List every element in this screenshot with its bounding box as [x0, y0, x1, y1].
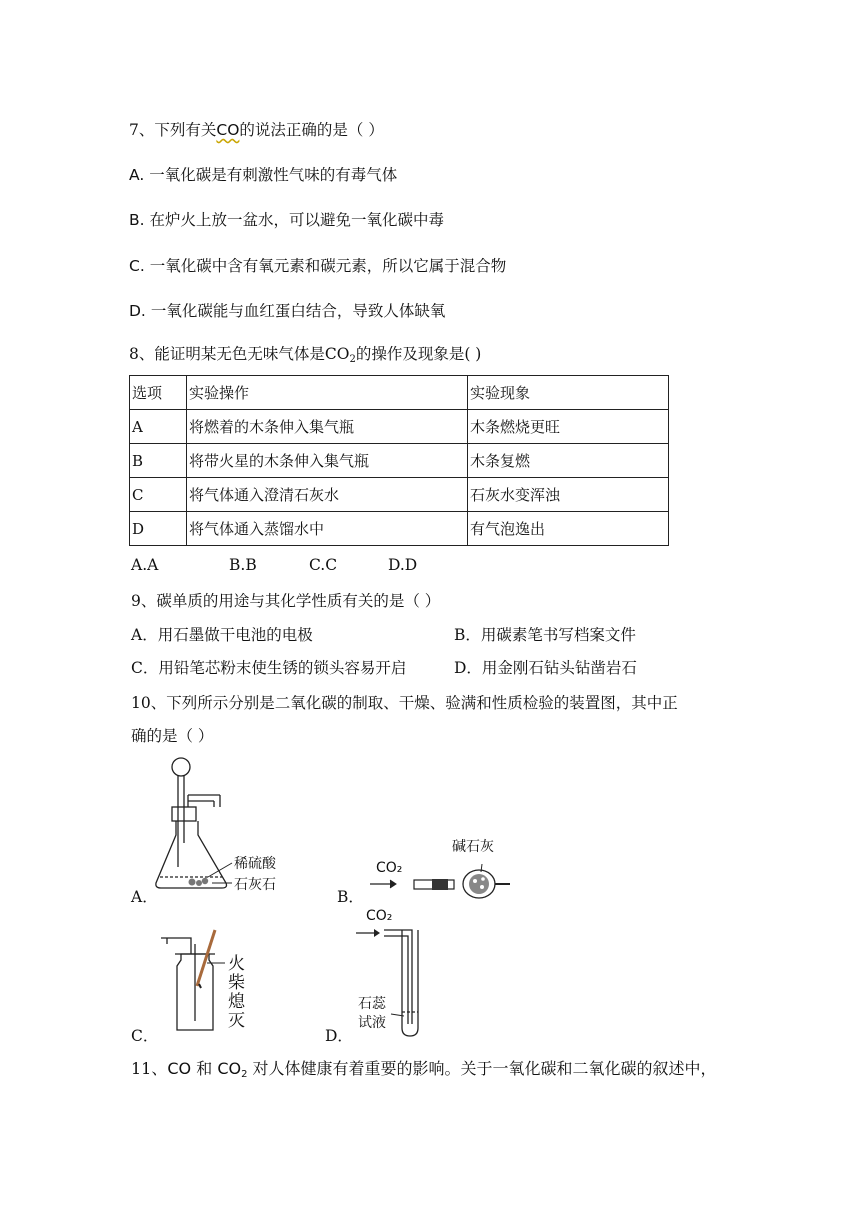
q7-option-text: 一氧化碳能与血红蛋白结合，导致人体缺氧: [150, 302, 446, 320]
table-row: [130, 444, 669, 478]
q9-option-c: C．用铅笔芯粉末使生锈的锁头容易开启: [131, 659, 407, 677]
table-cell: D: [130, 512, 187, 546]
q7-option-letter: C.: [129, 257, 145, 275]
table-cell: 木条复燃: [468, 444, 669, 478]
table-cell: 将气体通入蒸馏水中: [187, 512, 468, 546]
q7-stem-b: 的说法正确的是（ ）: [239, 121, 384, 139]
q7-option-text: 在炉火上放一盆水，可以避免一氧化碳中毒: [149, 211, 445, 229]
q11-subscript: 2: [241, 1069, 248, 1080]
q8-stem-b: 的操作及现象是( ): [355, 345, 482, 363]
label-co2-b: CO₂: [376, 860, 403, 876]
q11-and: 和: [191, 1059, 218, 1078]
q7-option-d: [129, 299, 445, 321]
q11-co: CO: [167, 1059, 192, 1078]
q9-option-a: A．用石墨做干电池的电极: [131, 626, 313, 644]
q8-answer-b: B.B: [229, 556, 257, 574]
q10-letter-b: B．: [337, 888, 364, 906]
figure-c-gas-bottle-match: [155, 926, 265, 1036]
q8-stem-a: 8、能证明某无色无味气体是CO: [129, 345, 350, 363]
table-cell: 有气泡逸出: [468, 512, 669, 546]
table-header: 实验现象: [468, 376, 669, 410]
table-cell: 木条燃烧更旺: [468, 410, 669, 444]
table-cell: 将气体通入澄清石灰水: [187, 478, 468, 512]
q7-option-letter: A.: [129, 166, 145, 184]
figure-a-flask-apparatus: [150, 755, 320, 905]
figure-d-test-tube-litmus: [350, 904, 450, 1039]
table-row: [130, 512, 669, 546]
label-co2-d: CO₂: [366, 908, 393, 924]
table-header-row: [130, 376, 669, 410]
table-cell: C: [130, 478, 187, 512]
q8-answer-d: D.D: [388, 556, 418, 574]
q7-option-text: 一氧化碳中含有氧元素和碳元素，所以它属于混合物: [149, 257, 507, 275]
q7-stem-a: 下列有关: [154, 121, 217, 139]
q7-option-b: [129, 208, 444, 230]
q8-table: [129, 375, 669, 546]
q10-letter-a: A．: [131, 888, 158, 906]
q8-answer-c: C.C: [309, 556, 338, 574]
label-match-2: 柴: [228, 973, 245, 993]
label-litmus-2: 试液: [358, 1015, 386, 1031]
q7-option-letter: D.: [129, 302, 146, 320]
q10-letter-c: C．: [131, 1027, 159, 1045]
q8-stem: [129, 342, 481, 365]
q7-option-a: [129, 163, 397, 185]
label-match-4: 灭: [228, 1011, 245, 1031]
table-row: [130, 410, 669, 444]
label-match-1: 火: [228, 954, 245, 974]
q10-stem-line2: 确的是（ ）: [131, 727, 214, 745]
q7-stem: [129, 118, 384, 140]
q9-option-b: B．用碳素笔书写档案文件: [454, 626, 636, 644]
q11-number: 11、: [131, 1059, 168, 1078]
label-match-3: 熄: [228, 992, 245, 1012]
table-row: [130, 478, 669, 512]
q11-stem: [131, 1056, 717, 1080]
q10-stem-line1: 10、下列所示分别是二氧化碳的制取、干燥、验满和性质检验的装置图，其中正: [131, 694, 678, 712]
table-cell: 将带火星的木条伸入集气瓶: [187, 444, 468, 478]
label-limestone: 石灰石: [234, 877, 276, 893]
table-cell: A: [130, 410, 187, 444]
q7-number: 7、: [129, 121, 155, 139]
q9-option-d: D．用金刚石钻头钻凿岩石: [454, 659, 637, 677]
q11-stem-rest: 对人体健康有着重要的影响。关于一氧化碳和二氧化碳的叙述中，: [247, 1059, 717, 1078]
q8-answer-a: A.A: [131, 556, 159, 574]
q8-subscript: 2: [349, 354, 356, 365]
label-acid: 稀硫酸: [234, 856, 276, 872]
q10-letter-d: D．: [325, 1027, 353, 1045]
label-litmus-1: 石蕊: [358, 996, 386, 1012]
table-cell: 将燃着的木条伸入集气瓶: [187, 410, 468, 444]
figure-b-drying-tube: [362, 832, 522, 902]
q7-co: CO: [216, 121, 240, 139]
table-cell: B: [130, 444, 187, 478]
q9-stem: 9、碳单质的用途与其化学性质有关的是（ ）: [131, 592, 441, 610]
q11-co2: CO: [217, 1059, 242, 1078]
q7-option-letter: B.: [129, 211, 145, 229]
table-header: 选项: [130, 376, 187, 410]
q7-option-text: 一氧化碳是有刺激性气味的有毒气体: [149, 166, 398, 184]
label-soda-lime: 碱石灰: [452, 839, 494, 855]
table-header: 实验操作: [187, 376, 468, 410]
table-cell: 石灰水变浑浊: [468, 478, 669, 512]
q7-option-c: [129, 254, 506, 276]
